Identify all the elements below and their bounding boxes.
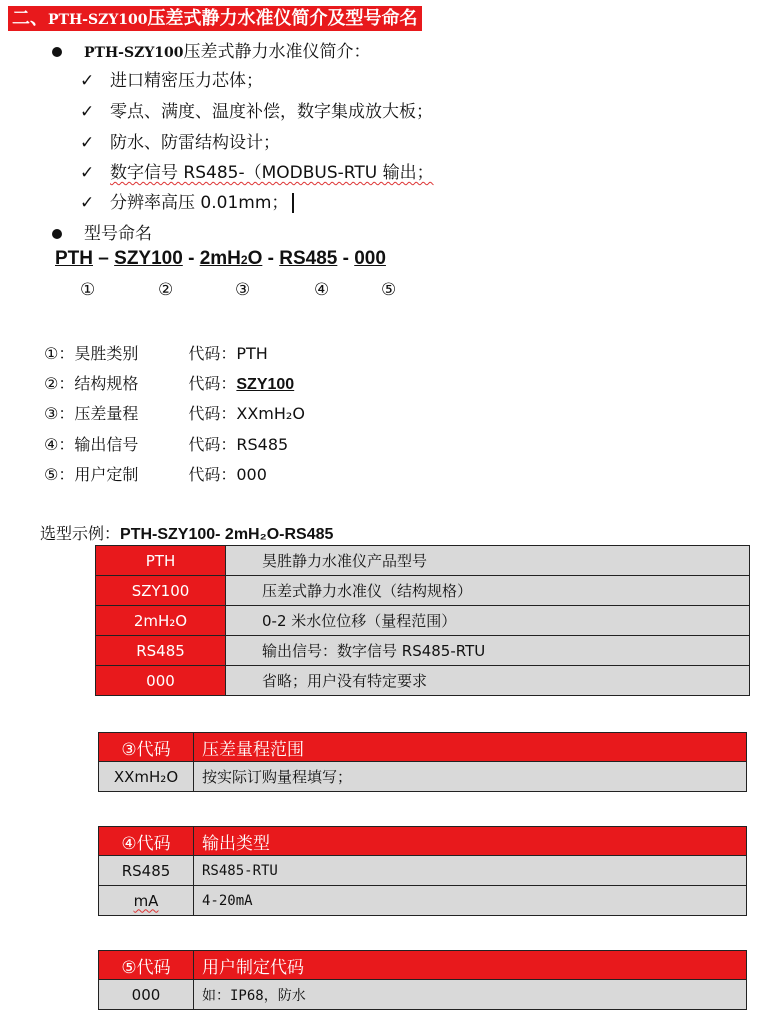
table-desc: 0-2 米水位位移（量程范围）: [226, 606, 750, 636]
code-value: SZY100: [236, 376, 295, 393]
table-key: RS485: [99, 856, 194, 886]
table-row: [96, 666, 750, 696]
model-part: 000: [354, 248, 386, 269]
bullet-dot-icon: [52, 47, 62, 57]
code-value: PTH: [236, 344, 268, 363]
circled-number: ②: [158, 280, 174, 300]
intro-text: 压差式静力水准仪简介：: [183, 42, 371, 62]
table-key: XXmH₂O: [99, 762, 194, 792]
table-key: 000: [99, 980, 194, 1010]
table-row: [96, 636, 750, 666]
table-row: [96, 606, 750, 636]
feature-item: [80, 66, 263, 91]
feature-item: [80, 188, 294, 213]
range-table: [98, 732, 747, 792]
circled-number: ①: [80, 280, 96, 300]
feature-item: [80, 97, 433, 122]
feature-text: 零点、满度、温度补偿，数字集成放大板；: [110, 102, 433, 122]
model-separator: -: [342, 248, 349, 269]
heading-code: PTH-SZY100: [48, 12, 148, 28]
circled-number: ④: [314, 280, 330, 300]
checkmark-icon: ✓: [80, 71, 95, 91]
model-separator: -: [267, 248, 274, 269]
table-row: [99, 856, 747, 886]
code-value: 000: [236, 465, 267, 484]
example-value: PTH-SZY100- 2mH₂O-RS485: [120, 526, 334, 543]
code-item: ①：昊胜类别 代码：PTH: [44, 344, 268, 363]
table-key: 2mH₂O: [96, 606, 226, 636]
model-table: [95, 545, 750, 696]
feature-text: 数字信号 RS485-（MODBUS-RTU 输出；: [110, 163, 434, 183]
model-part: RS485: [279, 248, 338, 269]
bullet-dot-icon: [52, 229, 62, 239]
code-item: ②：结构规格 代码：SZY100: [44, 374, 295, 393]
circled-number: ③: [235, 280, 251, 300]
model-separator: –: [98, 248, 109, 269]
checkmark-icon: ✓: [80, 102, 95, 122]
checkmark-icon: ✓: [80, 193, 95, 213]
code-item: ③：压差量程 代码：XXmH₂O: [44, 404, 305, 423]
model-part: 2mH2O: [199, 248, 263, 269]
table-key: PTH: [96, 546, 226, 576]
table-key: RS485: [96, 636, 226, 666]
intro-bullet: [52, 37, 371, 62]
table-key: 000: [96, 666, 226, 696]
circled-number: ⑤: [381, 280, 397, 300]
naming-title: 型号命名: [84, 224, 152, 244]
table-desc: 省略；用户没有特定要求: [226, 666, 750, 696]
selection-example: 选型示例：PTH-SZY100- 2mH₂O-RS485: [40, 524, 334, 543]
model-string: [55, 248, 386, 270]
table-desc: 输出信号：数字信号 RS485-RTU: [226, 636, 750, 666]
feature-item: [80, 158, 434, 183]
checkmark-icon: ✓: [80, 163, 95, 183]
model-part: SZY100: [114, 248, 183, 269]
heading-suffix: 压差式静力水准仪简介及型号命名: [147, 8, 418, 29]
section-heading: [8, 6, 422, 31]
table-desc: 4-20mA: [194, 886, 747, 916]
code-value: RS485: [236, 435, 289, 454]
code-item: ⑤：用户定制 代码：000: [44, 465, 267, 484]
heading-prefix: 二、: [12, 8, 48, 29]
table-row: [99, 886, 747, 916]
table-key: SZY100: [96, 576, 226, 606]
code-value: XXmH₂O: [236, 404, 305, 423]
feature-text: 分辨率高压 0.01mm；: [110, 193, 289, 213]
table-row: [96, 576, 750, 606]
feature-text: 进口精密压力芯体；: [110, 71, 263, 91]
model-part: PTH: [55, 248, 93, 269]
table-header: ⑤代码 用户制定代码: [99, 951, 747, 980]
table-row: [99, 762, 747, 792]
output-table: [98, 826, 747, 916]
custom-table: [98, 950, 747, 1010]
table-desc: 压差式静力水准仪（结构规格）: [226, 576, 750, 606]
table-desc: 按实际订购量程填写；: [194, 762, 747, 792]
intro-code: PTH-SZY100: [84, 45, 184, 61]
feature-item: [80, 128, 280, 153]
table-desc: 如：IP68，防水: [194, 980, 747, 1010]
checkmark-icon: ✓: [80, 133, 95, 153]
table-header: ④代码 输出类型: [99, 827, 747, 856]
table-desc: RS485-RTU: [194, 856, 747, 886]
table-desc: 昊胜静力水准仪产品型号: [226, 546, 750, 576]
table-row: [96, 546, 750, 576]
code-item: ④：输出信号 代码：RS485: [44, 435, 289, 454]
table-header: ③代码 压差量程范围: [99, 733, 747, 762]
table-key: mA: [99, 886, 194, 916]
naming-bullet: [52, 219, 152, 244]
table-row: [99, 980, 747, 1010]
feature-text: 防水、防雷结构设计；: [110, 133, 280, 153]
text-cursor: [292, 193, 294, 213]
model-separator: -: [188, 248, 195, 269]
